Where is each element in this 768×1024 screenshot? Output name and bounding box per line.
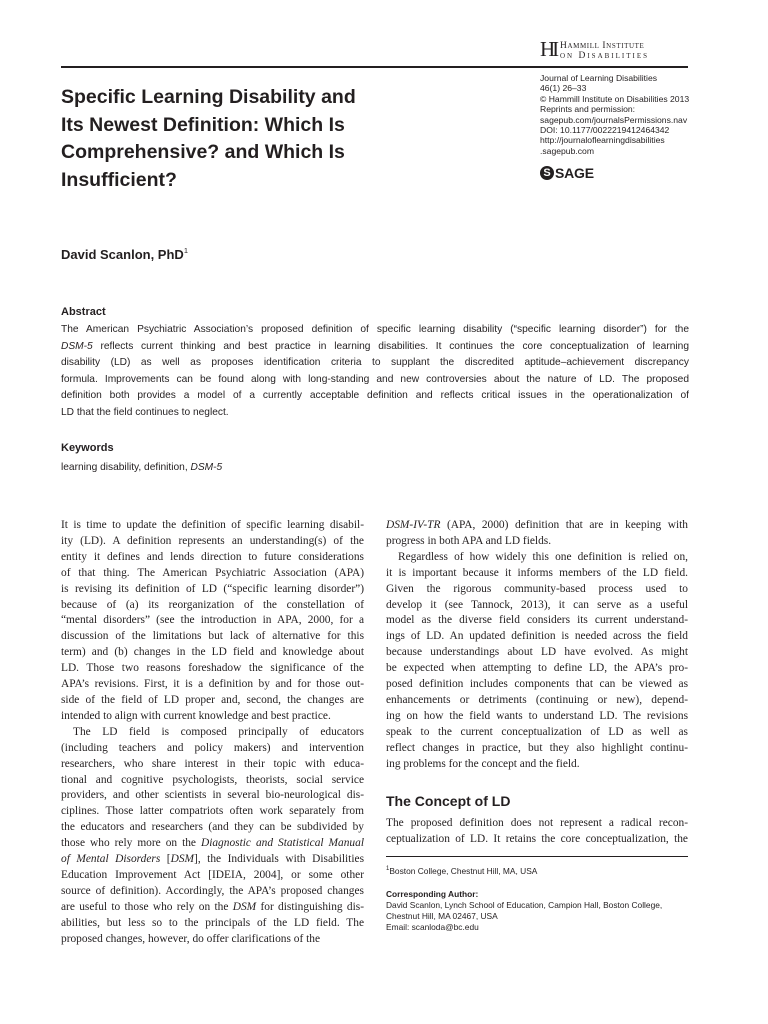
corresponding-author-line: Chestnut Hill, MA 02467, USA bbox=[386, 910, 498, 921]
affiliation-footnote bbox=[386, 864, 696, 877]
body-line: Education Improvement Act [IDEIA, 2004], or some other bbox=[61, 868, 364, 881]
body-line: ings of LD. An updated definition is needed across the field bbox=[386, 630, 688, 643]
body-line: of Mental Disorders [DSM], the Individuals with Disabilities bbox=[61, 853, 365, 866]
body-line: Given the rigorous community-based process used to bbox=[386, 582, 688, 595]
section-heading: The Concept of LD bbox=[386, 793, 511, 809]
body-line: side of the field of LD proper and, second, the changes are bbox=[61, 693, 364, 706]
body-line: model as the diverse field considers its current understand- bbox=[386, 614, 688, 627]
title-line: Its Newest Definition: Which Is bbox=[61, 113, 345, 136]
footnotes bbox=[386, 864, 696, 933]
body-line: proposed changes, however, do offer clarifications of the bbox=[61, 932, 321, 945]
affiliation-text: Boston College, Chestnut Hill, MA, USA bbox=[389, 866, 538, 876]
sage-wordmark: SAGE bbox=[555, 165, 594, 181]
body-line: progress in both APA and LD fields. bbox=[386, 534, 552, 547]
abstract-line-text: reflects current thinking and best practice in learning disabilities. It continues the core conceptualization of learning bbox=[92, 340, 689, 352]
abstract-line: LD that the field continues to neglect. bbox=[61, 406, 229, 418]
italic-term: DSM bbox=[170, 853, 195, 866]
body-line: ciplines. Those latter compatriots often work separately from bbox=[61, 805, 364, 818]
body-line: because understandings about LD have evolved. As might bbox=[386, 646, 688, 659]
body-line: “mental disorders” (see the introduction in APA, 2000, for a bbox=[61, 614, 364, 627]
body-line: APA’s revisions. First, it is a definition by and for those out- bbox=[61, 678, 364, 691]
body-line: Regardless of how widely this one definition is relied on, bbox=[398, 550, 688, 563]
author-affil-mark: 1 bbox=[183, 246, 188, 255]
logo-line1-text: Hammill Institute bbox=[560, 41, 645, 51]
body-line: of that thing. The American Psychiatric Association (APA) bbox=[61, 566, 364, 579]
body-line: ceptualization of LD. It retains the core conceptualization, the bbox=[386, 832, 688, 845]
italic-term: DSM-IV-TR bbox=[386, 519, 441, 531]
abstract-heading: Abstract bbox=[61, 306, 106, 318]
publisher-logo-line2 bbox=[560, 51, 649, 61]
body-line: those who rely more on the Diagnostic and Statistical Manual bbox=[61, 837, 364, 850]
body-line: enhancements or detriments (continuing or new), depend- bbox=[386, 693, 688, 706]
body-line: it is important because it informs members of the LD field. bbox=[386, 566, 688, 579]
header-rule bbox=[61, 66, 688, 68]
corresponding-author-line: David Scanlon, Lynch School of Education, Campion Hall, Boston College, bbox=[386, 899, 663, 910]
italic-term: of Mental Disorders bbox=[61, 853, 161, 866]
sage-s-icon: S bbox=[540, 166, 554, 180]
body-line: source of definition). Accordingly, the APA’s proposed changes bbox=[61, 884, 364, 897]
title-line: Insufficient? bbox=[61, 168, 177, 191]
keywords-body: learning disability, definition, DSM-5 bbox=[61, 462, 223, 473]
abstract-line: The American Psychiatric Association’s proposed definition of specific learning disability (“specific learning disorder”) for the bbox=[61, 324, 689, 335]
body-line: the educators and researchers (and they can be subdivided by bbox=[61, 821, 364, 834]
body-line: develop it (see Tannock, 2013), it can serve as a useful bbox=[386, 598, 688, 611]
logo-line2-text: on Disabilities bbox=[560, 51, 650, 61]
abstract-dsm-italic: DSM-5 bbox=[61, 340, 93, 352]
body-line: be expected when attempting to define LD, the APA’s pro- bbox=[386, 662, 688, 675]
section-body bbox=[386, 816, 688, 848]
journal-permissions-link[interactable]: sagepub.com/journalsPermissions.nav bbox=[540, 114, 688, 125]
body-line: reflect changes in practice, but they also highlight continu- bbox=[386, 741, 688, 754]
keywords-heading: Keywords bbox=[61, 442, 114, 454]
body-column-left bbox=[61, 518, 364, 947]
body-line: are useful to those who rely on the DSM for distinguishing dis- bbox=[61, 900, 364, 913]
italic-term: Diagnostic and Statistical Manual bbox=[200, 837, 364, 850]
body-line: providers, and other scientists in several bio-neurological dis- bbox=[61, 789, 364, 802]
author-name: David Scanlon, PhD bbox=[61, 247, 184, 262]
italic-term: DSM bbox=[232, 900, 257, 913]
body-line: entity it defines and lends direction to future considerations bbox=[61, 550, 364, 563]
body-line: ing on how the field wants to understand LD. The revisions bbox=[386, 709, 688, 722]
body-line: intended to align with current knowledge and best practice. bbox=[61, 709, 331, 722]
body-line: It is time to update the definition of specific learning disabil- bbox=[61, 519, 364, 531]
journal-copyright: © Hammill Institute on Disabilities 2013 bbox=[540, 93, 690, 104]
body-line: ity (LD). A definition represents an understanding(s) of the bbox=[61, 534, 364, 547]
corresponding-author-heading: Corresponding Author: bbox=[386, 888, 479, 899]
journal-reprints: Reprints and permission: bbox=[540, 104, 636, 115]
journal-url[interactable]: http://journaloflearningdisabilities bbox=[540, 135, 665, 146]
author-line bbox=[61, 243, 188, 263]
body-line: term) and (b) changes in the LD field and knowledge about bbox=[61, 646, 364, 659]
abstract-body bbox=[61, 322, 689, 422]
body-line: LD. Those two reasons foreshadow the significance of the bbox=[61, 662, 364, 675]
journal-doi[interactable]: DOI: 10.1177/0022219412464342 bbox=[540, 125, 670, 136]
abstract-line: formula. Improvements can be found along with long-standing and new controversies about the nature of LD. The proposed bbox=[61, 373, 689, 385]
publisher-logo-mark: HI bbox=[540, 37, 557, 61]
italic-term: DSM-5 bbox=[190, 462, 223, 473]
title-line: Comprehensive? and Which Is bbox=[61, 141, 345, 163]
body-line: The LD field is composed principally of educators bbox=[73, 725, 364, 738]
body-line: is revising its definition of LD (“specific learning disorder”) bbox=[61, 582, 364, 595]
publisher-logo-line1 bbox=[560, 41, 644, 51]
body-line: DSM-IV-TR (APA, 2000) definition that are in keeping with bbox=[386, 519, 688, 531]
body-line: ing problems for the concept and the field. bbox=[386, 757, 580, 770]
footnote-rule bbox=[386, 856, 688, 857]
body-line: The proposed definition does not represent a radical recon- bbox=[386, 817, 688, 829]
body-line: because of (a) its reorganization of the constellation of bbox=[61, 598, 364, 611]
body-line: researchers, who share interest in their topic with educa- bbox=[61, 757, 364, 770]
footnote-mark: 1 bbox=[386, 866, 390, 872]
title-line: Specific Learning Disability and bbox=[61, 86, 356, 108]
journal-url-cont[interactable]: .sagepub.com bbox=[540, 145, 594, 156]
abstract-line: disability (LD) as well as proposes identification criteria to supplant the discredited aptitude–achievement discrepancy bbox=[61, 357, 689, 369]
body-line: speak to the current conceptualization of LD as well as bbox=[386, 725, 688, 738]
journal-volume: 46(1) 26–33 bbox=[540, 83, 587, 94]
publisher-logo bbox=[540, 38, 740, 62]
abstract-line bbox=[61, 339, 689, 356]
body-column-right bbox=[386, 518, 688, 773]
journal-name: Journal of Learning Disabilities bbox=[540, 73, 658, 83]
body-line: posed definition includes components that can be viewed as bbox=[386, 678, 688, 691]
abstract-line: definition both provides a model of a currently acceptable definition and reflects critical issues in the operationalization of bbox=[61, 390, 689, 402]
journal-info bbox=[540, 73, 710, 156]
corresponding-author-email[interactable]: Email: scanloda@bc.edu bbox=[386, 921, 479, 932]
body-line: (including teachers and policy makers) and intervention bbox=[61, 741, 364, 754]
article-title bbox=[61, 84, 441, 194]
body-line: abilities, but less so to the principals of the LD field. The bbox=[61, 916, 364, 929]
body-line: discussion of the limitations but lack of alternative for this bbox=[61, 630, 364, 643]
body-line: tional and cognitive psychologists, theorists, social service bbox=[61, 773, 364, 786]
